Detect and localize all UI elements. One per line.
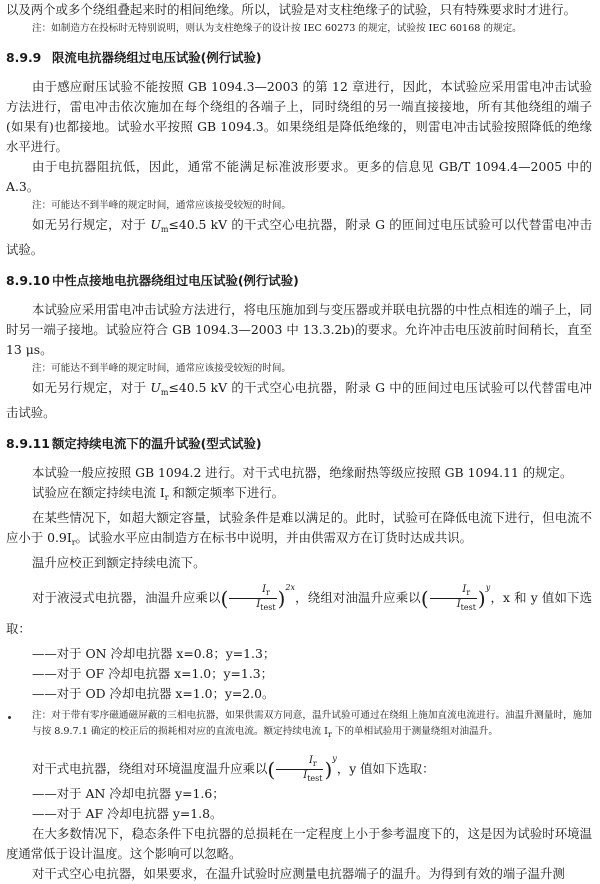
section-number: 8.9.11 [6, 436, 50, 451]
section-8-9-11-paragraph-5: 对于液浸式电抗器，油温升应乘以( $\frac{I_r}{I_{test}}$ )$^{2x}$，绕组对油温升应乘以( $\frac{I_r}{I_{test}}$ )$^y$，x 和 y 值如下选取： [6, 583, 593, 636]
section-8-9-9-paragraph-1: 由于感应耐压试验不能按照 GB 1094.3—2003 的第 12 章进行，因此，本试验应采用雷电冲击试验方法进行，雷电冲击依次施加在每个绕组的各端子上，同时绕组的另一端直接接地，所有其他绕组的端子(如果有)也都接地。试验水平按照 GB 1094.3。如果绕组是降低绝缘的，则雷电冲击试验按照降低的绝缘水平进行。 [6, 79, 592, 154]
section-8-9-11-paragraph-2: 试验应在额定持续电流 $I_r$ 和额定频率下进行。 [32, 485, 285, 502]
oil-cooling-list [6, 644, 592, 704]
note-top: 注：如制造方在投标时无特别说明，则认为支柱绝缘子的设计按 IEC 60273 的规定，试验按 IEC 60168 的规定。 [32, 23, 522, 34]
dry-cooling-list [6, 784, 592, 824]
section-8-9-11-paragraph-3: 在某些情况下，如超大额定容量，试验条件是难以满足的。此时，试验可在降低电流下进行，但电流不应小于 $0.9I_r$。试验水平应由制造方在标书中说明，并由供需双方在订货时达成共识。 [6, 510, 592, 547]
section-8-9-10-note: 注：可能达不到半峰的规定时间，通常应该接受较短的时间。 [32, 363, 292, 374]
margin-mark [8, 716, 11, 719]
section-8-9-11-paragraph-1: 本试验一般应按照 GB 1094.2 进行。对干式电抗器，绝缘耐热等级应按照 GB 1094.11 的规定。 [32, 465, 573, 480]
current-ratio-fraction: $\frac{I_r}{I_{test}}$ [430, 584, 477, 613]
list-item: ——对于 OD 冷却电抗器 x=1.0；y=2.0。 [32, 685, 275, 701]
section-title: 额定持续电流下的温升试验(型式试验) [52, 436, 262, 451]
list-item: ——对于 AF 冷却电抗器 y=1.8。 [32, 806, 223, 821]
section-8-9-11-heading [6, 434, 592, 454]
current-ratio-fraction: $\frac{I_r}{I_{test}}$ [229, 584, 276, 613]
section-number: 8.9.10 [6, 273, 50, 288]
current-ratio-fraction: $\frac{I_r}{I_{test}}$ [276, 755, 323, 784]
section-8-9-10-paragraph-1: 本试验应采用雷电冲击试验方法进行，将电压施加到与变压器或并联电抗器的中性点相连的端子上，同时另一端子接地。试验应符合 GB 1094.3—2003 中 13.3.2b)的要求。允许冲击电压波前时间稍长，直至 13 μs。 [6, 302, 592, 357]
section-8-9-11-paragraph-6: 对干式电抗器，绕组对环境温度温升应乘以( $\frac{I_r}{I_{test}}$ )$^y$，y 值如下选取： [32, 753, 435, 783]
section-8-9-9-paragraph-2: 由于电抗器阻抗低，因此，通常不能满足标准波形要求。更多的信息见 GB/T 1094.4—2005 中的 A.3。 [6, 159, 592, 194]
section-8-9-11-note: 注：对于带有零序磁通磁屏蔽的三相电抗器，如果供需双方同意，温升试验可通过在绕组上施加直流电流进行。油温升测量时，施加与按 8.9.7.1 确定的校正后的损耗相对应的直流电流。额定持续电流 $I_r$ 下的单相试验用于测量绕组对油温升。 [32, 709, 592, 739]
section-8-9-10-paragraph-2: 如无另行规定，对于 $U_m\le 40.5$ kV 的干式空心电抗器，附录 G 中的匝间过电压试验可以代替雷电冲击试验。 [6, 380, 592, 420]
section-title: 限流电抗器绕组过电压试验(例行试验) [52, 50, 262, 65]
section-8-9-9-paragraph-3: 如无另行规定，对于 $U_m\le 40.5$ kV 的干式空心电抗器，附录 G 的匝间过电压试验可以代替雷电冲击试验。 [6, 217, 592, 257]
list-item: ——对于 AN 冷却电抗器 y=1.6； [32, 786, 225, 801]
section-8-9-9-heading [6, 48, 592, 68]
list-item: ——对于 ON 冷却电抗器 x=0.8；y=1.3； [32, 645, 276, 661]
section-8-9-11-paragraph-8: 对干式空心电抗器，如果要求，在温升试验时应测量电抗器端子的温升。为得到有效的端子温升测 [32, 866, 565, 881]
section-8-9-11-paragraph-7: 在大多数情况下，稳态条件下电抗器的总损耗在一定程度上小于参考温度下的，这是因为试验时环境温度通常低于设计温度。这个影响可以忽略。 [6, 826, 592, 861]
section-title: 中性点接地电抗器绕组过电压试验(例行试验) [52, 273, 299, 288]
section-8-9-11-paragraph-4: 温升应校正到额定持续电流下。 [32, 555, 206, 570]
section-number: 8.9.9 [6, 50, 42, 65]
list-item: ——对于 OF 冷却电抗器 x=1.0；y=1.3； [32, 665, 274, 681]
section-8-9-9-note: 注：可能达不到半峰的规定时间，通常应该接受较短的时间。 [32, 200, 292, 211]
paragraph-top: 以及两个或多个绕组叠起来时的相间绝缘。所以，试验是对支柱绝缘子的试验，只有特殊要求时才进行。 [6, 2, 576, 17]
section-8-9-10-heading [6, 271, 592, 291]
